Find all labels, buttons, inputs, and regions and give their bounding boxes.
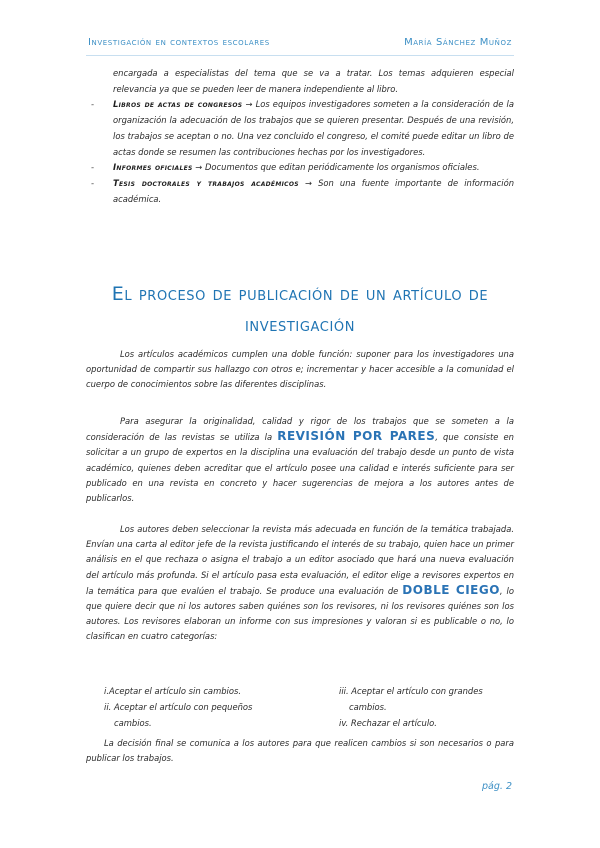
list-item-text: → Documentos que editan periódicamente los organismos oficiales. — [192, 162, 480, 173]
list-section — [91, 66, 514, 207]
paragraph-4: La decisión final se comunica a los autores para que realicen cambios si son necesarios o para publicar los trabajos. — [86, 738, 514, 764]
category-ii: ii. Aceptar el artículo con pequeños — [104, 702, 253, 712]
double-blind-highlight: DOBLE CIEGO — [402, 582, 500, 597]
category-iii-cont: cambios. — [349, 702, 387, 712]
bullet-dash: - — [91, 177, 95, 188]
list-item-text: → Los equipos investigadores someten a la consideración de la organización la adecuación de los trabajos que se quieren presentar. Después de una revisión, los trabajos se aceptan o no. Una vez concluido el congreso, el comité puede editar un libro de actas donde se resumen las contribuciones hechas por los investigadores. — [113, 99, 514, 157]
category-iv: iv. Rechazar el artículo. — [339, 718, 437, 728]
header-divider — [86, 55, 514, 56]
paragraph-3 — [86, 522, 514, 645]
list-item-text: → Son una fuente importante de información académica. — [113, 177, 514, 204]
header-left: Investigación en contextos escolares — [88, 37, 270, 48]
peer-review-highlight: REVISIÓN POR PARES — [277, 429, 436, 444]
section-title: El proceso de publicación de un artículo de investigación — [111, 283, 489, 336]
category-ii-cont: cambios. — [114, 718, 152, 728]
paragraph-2-start: Para asegurar la originalidad, calidad y rigor de los trabajos que se someten a la consideración de las revistas se utiliza la — [86, 416, 514, 443]
intro-continuation: encargada a especialistas del tema que se va a tratar. Los temas adquieren especial relevancia ya que se pueden leer de manera independiente al libro. — [113, 68, 514, 94]
bullet-dash: - — [91, 162, 95, 173]
list-item — [91, 176, 514, 207]
list-item-term: Informes oficiales — [113, 162, 193, 173]
list-item — [91, 97, 514, 160]
category-iii: iii. Aceptar el artículo con grandes — [339, 686, 483, 696]
paragraph-3-start: Los autores deben seleccionar la revista más adecuada en función de la temática trabajada. Envían una carta al editor jefe de la revista justificando el interés de su trabajo, quien hace un primer análisis en el que rechaza o asigna el trabajo a un editor asociado que hará una nueva evaluación del artículo más profunda. Si el artículo pasa esta evaluación, el editor elige a revisores expertos en la temática para que evalúen el trabajo. Se produce una evaluación de — [86, 524, 514, 596]
header-right: María Sánchez Muñoz — [404, 37, 512, 48]
paragraph-3-end: , lo que quiere decir que ni los autores saben quiénes son los revisores, ni los revisores quiénes son los autores. Los revisores elaboran un informe con sus impresiones y valoran si es publicable o no, lo clasifican en cuatro categorías: — [86, 585, 514, 642]
paragraph-2-end: , que consiste en solicitar a un grupo de expertos en la disciplina una evaluación del trabajo desde un punto de vista académico, quienes deben acreditar que el artículo posee una calidad e interés suficiente para ser publicado en una revista en concreto y hacer sugerencias de mejora a los autores antes de publicarlos. — [86, 432, 514, 504]
paragraph-2 — [86, 414, 514, 506]
category-i: i.Aceptar el artículo sin cambios. — [104, 686, 242, 696]
source-list — [91, 97, 514, 207]
list-item-term: Tesis doctorales y trabajos académicos — [113, 177, 299, 188]
bullet-dash: - — [91, 99, 95, 110]
paragraph-1: Los artículos académicos cumplen una doble función: suponer para los investigadores una oportunidad de compartir sus hallazgo con otros e; incrementar y hacer accesible a la comunidad el cuerpo de conocimientos sobre las diferentes disciplinas. — [86, 349, 514, 390]
list-item — [91, 160, 514, 176]
page-number: pág. 2 — [482, 781, 512, 792]
list-item-term: Libros de actas de congresos — [113, 99, 243, 110]
